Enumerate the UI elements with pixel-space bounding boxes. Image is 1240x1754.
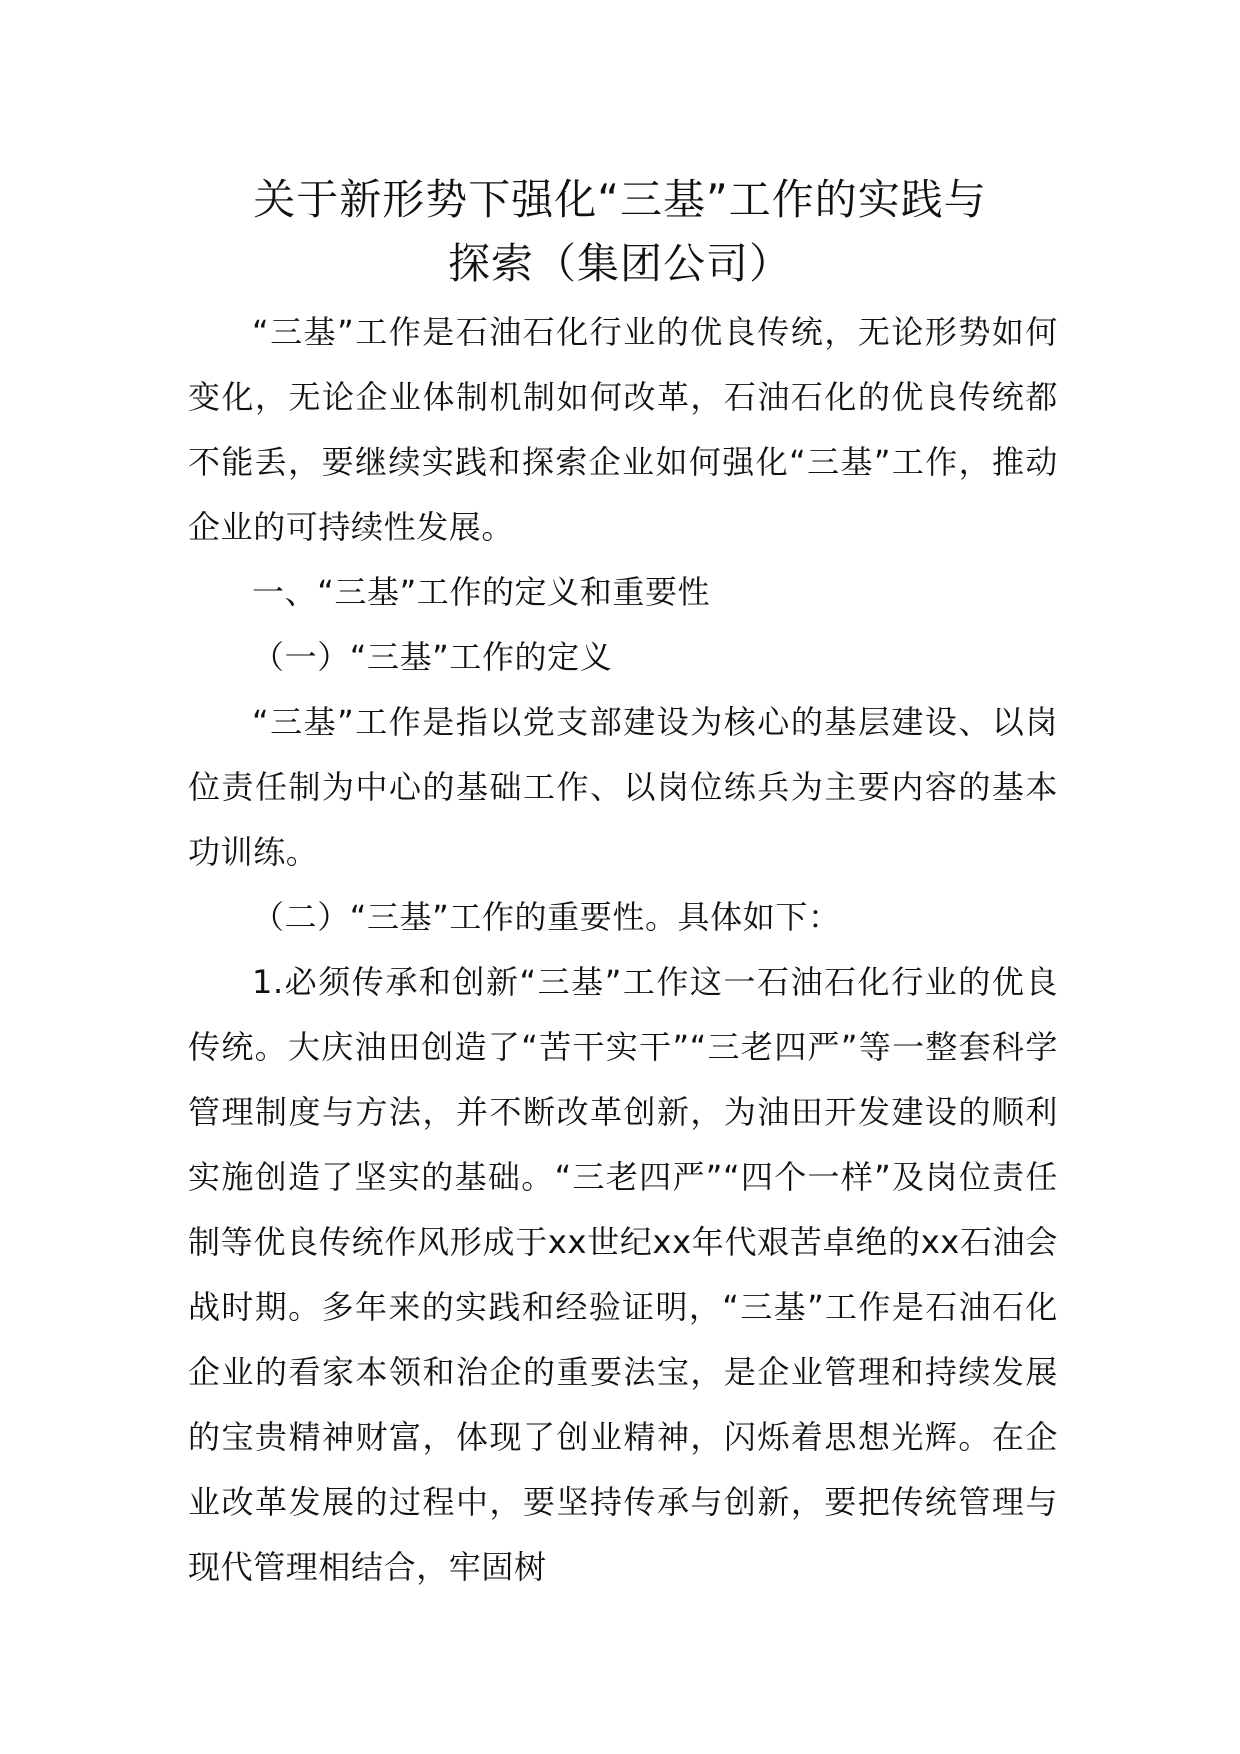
- subsection-heading-2: （二）“三基”工作的重要性。具体如下：: [252, 898, 841, 936]
- paragraph-point-1: 1.必须传承和创新“三基”工作这一石油石化行业的优良传统。大庆油田创造了“苦干实干”“三老四严”等一整套科学管理制度与方法，并不断改革创新，为油田开发建设的顺利实施创造了坚实的基础。“三老四严”“四个一样”及岗位责任制等优良传统作风形成于xx世纪xx年代艰苦卓绝的xx石油会战时期。多年来的实践和经验证明，“三基”工作是石油石化企业的看家本领和治企的重要法宝，是企业管理和持续发展的宝贵精神财富，体现了创业精神，闪烁着思想光辉。在企业改革发展的过程中，要坚持传承与创新，要把传统管理与现代管理相结合，牢固树: [188, 963, 1058, 1586]
- section-heading-1: 一、“三基”工作的定义和重要性: [252, 573, 711, 611]
- document-body: [188, 300, 1058, 1600]
- paragraph-definition: “三基”工作是指以党支部建设为核心的基层建设、以岗位责任制为中心的基础工作、以岗位练兵为主要内容的基本功训练。: [188, 703, 1058, 871]
- document-title: 关于新形势下强化“三基”工作的实践与 探索（集团公司）: [253, 175, 987, 288]
- subsection-heading-1: （一）“三基”工作的定义: [252, 638, 613, 676]
- paragraph-intro: “三基”工作是石油石化行业的优良传统，无论形势如何变化，无论企业体制机制如何改革，石油石化的优良传统都不能丢，要继续实践和探索企业如何强化“三基”工作，推动企业的可持续性发展。: [188, 313, 1058, 546]
